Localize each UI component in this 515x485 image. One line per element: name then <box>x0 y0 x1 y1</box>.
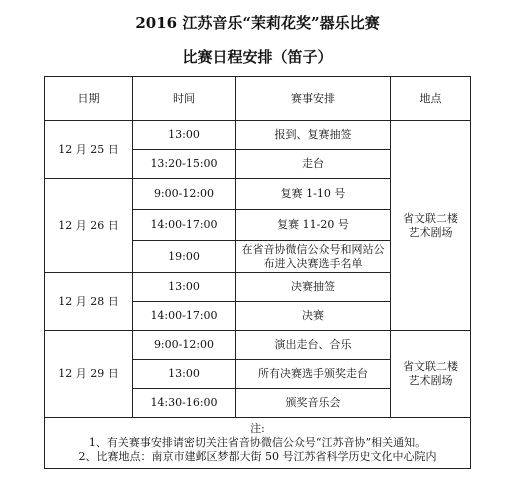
time-cell: 14:00-17:00 <box>133 302 236 331</box>
notes-line: 2、比赛地点：南京市建邺区梦都大街 50 号江苏省科学历史文化中心院内 <box>78 450 437 463</box>
header-event: 赛事安排 <box>236 77 391 121</box>
table-row <box>45 121 471 150</box>
event-cell: 所有决赛选手颁奖走台 <box>236 360 391 389</box>
date-cell: 12 月 29 日 <box>45 331 133 418</box>
event-cell: 决赛 <box>236 302 391 331</box>
page-subtitle: 比赛日程安排（笛子） <box>182 48 333 66</box>
notes-line: 1、有关赛事安排请密切关注省音协微信公众号“江苏音协”相关通知。 <box>88 436 427 449</box>
event-cell: 在省音协微信公众号和网站公布进入决赛选手名单 <box>236 241 391 273</box>
notes-heading: 注: <box>250 422 265 435</box>
notes-cell <box>45 418 471 469</box>
event-cell: 颁奖音乐会 <box>236 389 391 418</box>
venue-cell <box>391 121 471 331</box>
time-cell: 13:20-15:00 <box>133 150 236 179</box>
header-venue: 地点 <box>391 77 471 121</box>
date-cell: 12 月 28 日 <box>45 273 133 331</box>
venue-line: 省文联二楼 <box>403 360 458 373</box>
event-cell: 走台 <box>236 150 391 179</box>
time-cell: 13:00 <box>133 360 236 389</box>
venue-line: 省文联二楼 <box>403 211 458 225</box>
time-cell: 19:00 <box>133 241 236 273</box>
time-cell: 14:00-17:00 <box>133 210 236 241</box>
date-cell: 12 月 26 日 <box>45 179 133 273</box>
time-cell: 14:30-16:00 <box>133 389 236 418</box>
table-row <box>45 331 471 360</box>
venue-line: 艺术剧场 <box>408 374 453 387</box>
event-cell: 复赛 11-20 号 <box>236 210 391 241</box>
time-cell: 13:00 <box>133 273 236 302</box>
venue-cell <box>391 331 471 418</box>
time-cell: 9:00-12:00 <box>133 179 236 210</box>
event-cell: 报到、复赛抽签 <box>236 121 391 150</box>
notes-row <box>45 418 471 469</box>
page-title: 2016 江苏音乐“茉莉花奖”器乐比赛 <box>135 14 380 32</box>
header-date: 日期 <box>45 77 133 121</box>
event-cell: 决赛抽签 <box>236 273 391 302</box>
schedule-table <box>44 76 471 469</box>
event-cell: 复赛 1-10 号 <box>236 179 391 210</box>
time-cell: 9:00-12:00 <box>133 331 236 360</box>
date-cell: 12 月 25 日 <box>45 121 133 179</box>
table-header-row <box>45 77 471 121</box>
time-cell: 13:00 <box>133 121 236 150</box>
header-time: 时间 <box>133 77 236 121</box>
event-cell: 演出走台、合乐 <box>236 331 391 360</box>
venue-line: 艺术剧场 <box>408 225 453 239</box>
